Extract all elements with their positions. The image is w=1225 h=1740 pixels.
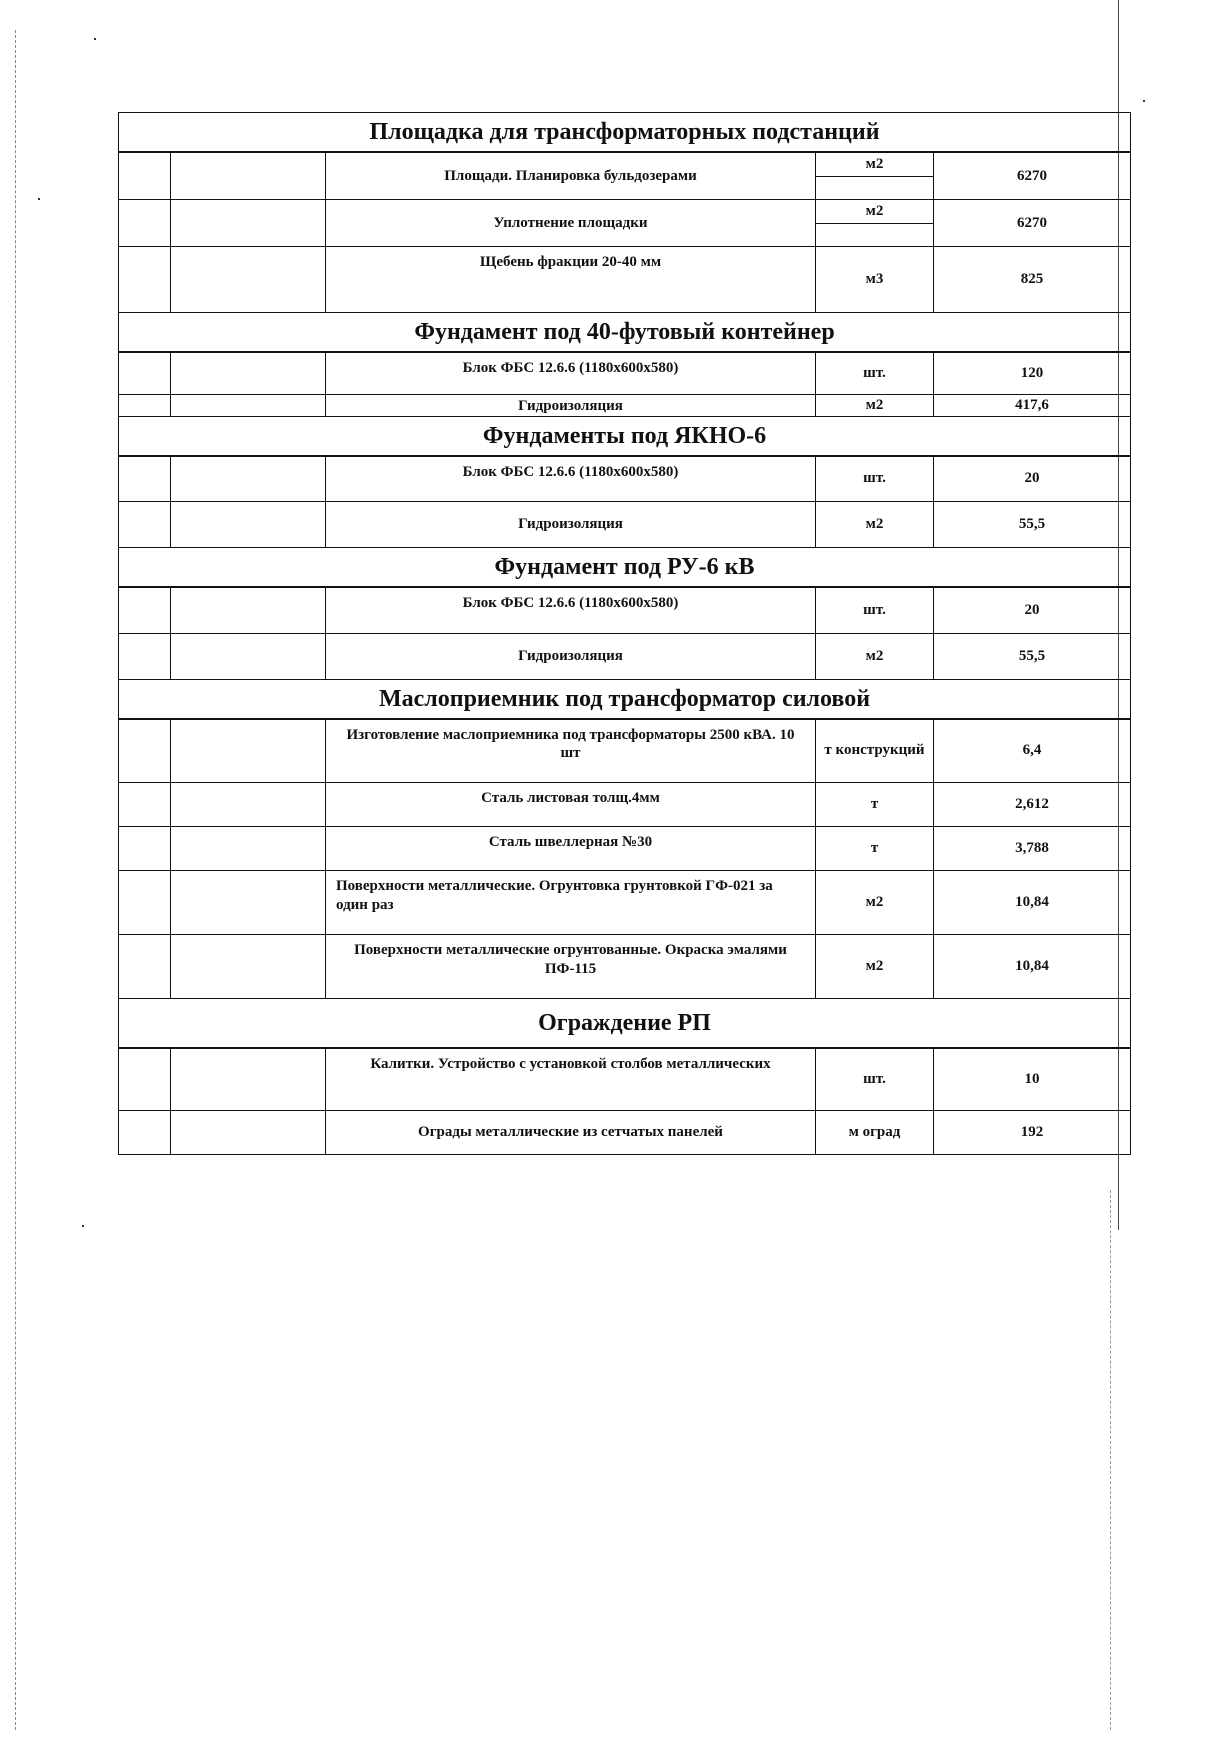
description-cell: Ограды металлические из сетчатых панелей: [326, 1110, 816, 1154]
quantity-cell: 20: [934, 456, 1131, 502]
description-cell: Блок ФБС 12.6.6 (1180х600х580): [326, 352, 816, 394]
row-number-cell: [119, 352, 171, 394]
row-number-cell: [119, 935, 171, 999]
quantity-cell: 825: [934, 247, 1131, 313]
quantity-cell: 120: [934, 352, 1131, 394]
table-row: [119, 1048, 1131, 1110]
unit-cell: м2: [816, 871, 934, 935]
code-cell: [171, 719, 326, 783]
description-cell: Гидроизоляция: [326, 633, 816, 679]
unit-cell: т: [816, 827, 934, 871]
description-cell: Поверхности металлические огрунтованные. Окраска эмалями ПФ-115: [326, 935, 816, 999]
table-row: [119, 587, 1131, 633]
section-title: Фундаменты под ЯКНО-6: [119, 416, 1131, 456]
code-cell: [171, 152, 326, 200]
quantity-cell: 6,4: [934, 719, 1131, 783]
row-number-cell: [119, 394, 171, 416]
unit-label: м2: [816, 200, 933, 224]
section-header: [119, 313, 1131, 353]
section-header: [119, 416, 1131, 456]
description-cell: Блок ФБС 12.6.6 (1180х600х580): [326, 456, 816, 502]
code-cell: [171, 247, 326, 313]
section-header: [119, 548, 1131, 588]
quantity-cell: 3,788: [934, 827, 1131, 871]
row-number-cell: [119, 247, 171, 313]
scan-speck: [94, 38, 96, 40]
description-cell: Калитки. Устройство с установкой столбов металлических: [326, 1048, 816, 1110]
section-header: [119, 113, 1131, 153]
section-title: Маслоприемник под трансформатор силовой: [119, 679, 1131, 719]
description-cell: Гидроизоляция: [326, 394, 816, 416]
unit-cell: м2: [816, 935, 934, 999]
unit-cell: м оград: [816, 1110, 934, 1154]
table-row: [119, 394, 1131, 416]
unit-cell: шт.: [816, 456, 934, 502]
code-cell: [171, 200, 326, 247]
unit-cell: шт.: [816, 587, 934, 633]
unit-cell: шт.: [816, 1048, 934, 1110]
row-number-cell: [119, 827, 171, 871]
quantity-cell: 55,5: [934, 502, 1131, 548]
table-row: [119, 633, 1131, 679]
quantity-cell: 6270: [934, 152, 1131, 200]
description-cell: Сталь швеллерная №30: [326, 827, 816, 871]
description-cell: Изготовление маслоприемника под трансформаторы 2500 кВА. 10 шт: [326, 719, 816, 783]
table-row: [119, 456, 1131, 502]
quantity-cell: 417,6: [934, 394, 1131, 416]
section-title: Площадка для трансформаторных подстанций: [119, 113, 1131, 153]
table-row: [119, 247, 1131, 313]
row-number-cell: [119, 587, 171, 633]
description-cell: Гидроизоляция: [326, 502, 816, 548]
scan-margin-line: [15, 30, 16, 1730]
quantity-cell: 10: [934, 1048, 1131, 1110]
description-cell: Поверхности металлические. Огрунтовка грунтовкой ГФ-021 за один раз: [326, 871, 816, 935]
section-title: Ограждение РП: [119, 999, 1131, 1049]
section-header: [119, 999, 1131, 1049]
code-cell: [171, 394, 326, 416]
quantity-cell: 192: [934, 1110, 1131, 1154]
code-cell: [171, 827, 326, 871]
row-number-cell: [119, 456, 171, 502]
code-cell: [171, 783, 326, 827]
table-row: [119, 783, 1131, 827]
row-number-cell: [119, 1048, 171, 1110]
row-number-cell: [119, 1110, 171, 1154]
code-cell: [171, 502, 326, 548]
code-cell: [171, 352, 326, 394]
code-cell: [171, 587, 326, 633]
description-cell: Сталь листовая толщ.4мм: [326, 783, 816, 827]
description-cell: Площади. Планировка бульдозерами: [326, 152, 816, 200]
quantity-cell: 55,5: [934, 633, 1131, 679]
quantity-cell: 2,612: [934, 783, 1131, 827]
row-number-cell: [119, 200, 171, 247]
code-cell: [171, 633, 326, 679]
scan-speck: [1143, 100, 1145, 102]
row-number-cell: [119, 152, 171, 200]
scan-speck: [38, 198, 40, 200]
scan-margin-line: [1110, 1190, 1111, 1730]
code-cell: [171, 1048, 326, 1110]
work-volume-table: [118, 112, 1131, 1155]
quantity-cell: 10,84: [934, 871, 1131, 935]
unit-cell: т: [816, 783, 934, 827]
unit-cell: м2: [816, 502, 934, 548]
table-row: [119, 1110, 1131, 1154]
quantity-cell: 20: [934, 587, 1131, 633]
section-title: Фундамент под РУ-6 кВ: [119, 548, 1131, 588]
description-cell: Щебень фракции 20-40 мм: [326, 247, 816, 313]
code-cell: [171, 935, 326, 999]
code-cell: [171, 456, 326, 502]
unit-label: м2: [816, 153, 933, 177]
table-row: [119, 502, 1131, 548]
unit-cell: шт.: [816, 352, 934, 394]
row-number-cell: [119, 502, 171, 548]
unit-cell: [816, 152, 934, 200]
code-cell: [171, 871, 326, 935]
section-title: Фундамент под 40-футовый контейнер: [119, 313, 1131, 353]
row-number-cell: [119, 633, 171, 679]
unit-cell: м2: [816, 394, 934, 416]
description-cell: Уплотнение площадки: [326, 200, 816, 247]
row-number-cell: [119, 871, 171, 935]
description-cell: Блок ФБС 12.6.6 (1180х600х580): [326, 587, 816, 633]
unit-cell: [816, 200, 934, 247]
quantity-cell: 10,84: [934, 935, 1131, 999]
unit-cell: м3: [816, 247, 934, 313]
table-row: [119, 935, 1131, 999]
table-row: [119, 352, 1131, 394]
quantity-cell: 6270: [934, 200, 1131, 247]
section-header: [119, 679, 1131, 719]
code-cell: [171, 1110, 326, 1154]
table-row: [119, 152, 1131, 200]
unit-cell: м2: [816, 633, 934, 679]
table-row: [119, 871, 1131, 935]
table-row: [119, 200, 1131, 247]
row-number-cell: [119, 719, 171, 783]
unit-cell: т конструкций: [816, 719, 934, 783]
table-row: [119, 719, 1131, 783]
table-row: [119, 827, 1131, 871]
row-number-cell: [119, 783, 171, 827]
scan-speck: [82, 1225, 84, 1227]
